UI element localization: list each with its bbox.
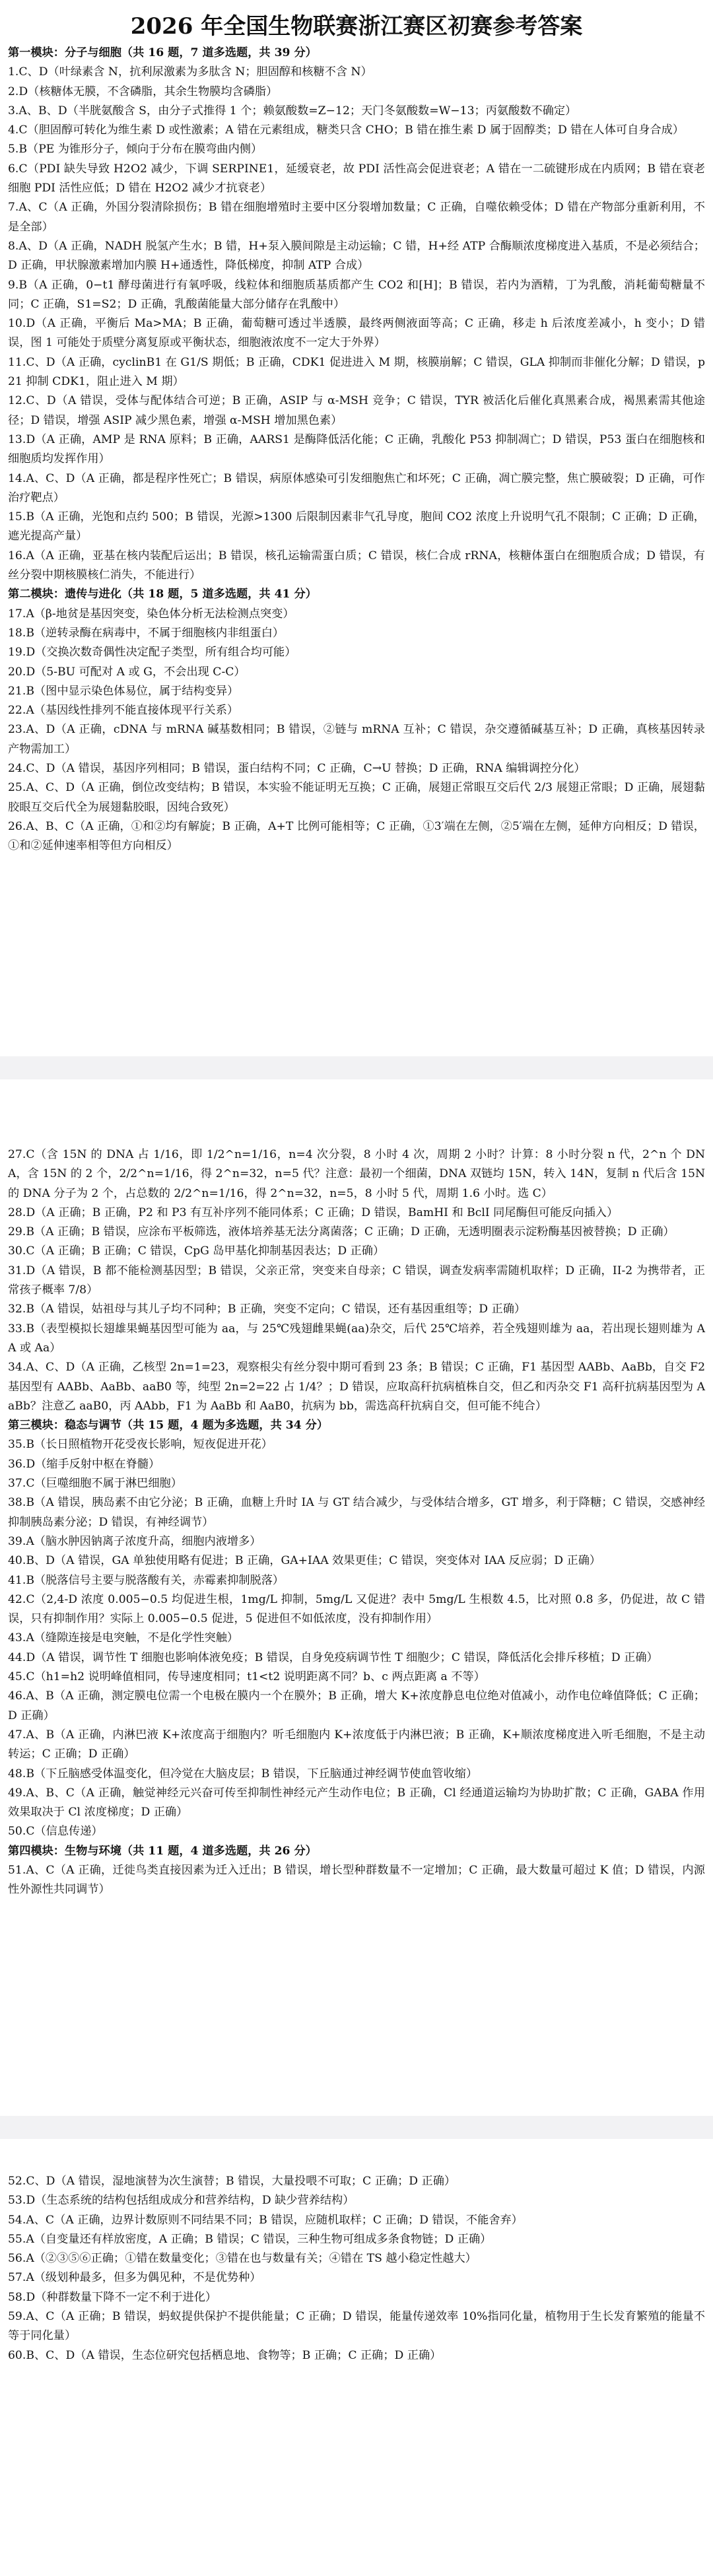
answer-line: 52.C、D（A 错误，湿地演替为次生演替；B 错误，大量投喂不可取；C 正确；D 正确） bbox=[8, 2175, 456, 2188]
answer-line: 14.A、C、D（A 正确，都是程序性死亡；B 错误，病原体感染可引发细胞焦亡和坏死；C 正确，凋亡膜完整，焦亡膜破裂；D 正确，可作治疗靶点） bbox=[8, 471, 705, 504]
answer-line: 3.A、B、D（半胱氨酸含 S，由分子式推得 1 个；赖氨酸数=Z−12；天门冬氨酸数=W−13；丙氨酸数不确定） bbox=[8, 104, 577, 118]
answer-line: 31.D（A 错误，B 都不能检测基因型；B 错误，父亲正常，突变来自母亲；C 错误，调查发病率需随机取样；D 正确，II-2 为携带者，正常孩子概率 7/8） bbox=[8, 1264, 705, 1297]
section-heading: 第一模块：分子与细胞（共 16 题，7 道多选题，共 39 分） bbox=[8, 46, 317, 59]
answer-line: 6.C（PDI 缺失导致 H2O2 减少，下调 SERPINE1，延缓衰老，故 PDI 活性高会促进衰老；A 错在一二硫键形成在内质网；B 错在衰老细胞 PDI 活性应低；D 错在 H2O2 减少才抗衰老） bbox=[8, 162, 705, 195]
answer-line: 57.A（级划种最多，但多为偶见种，不是优势种） bbox=[8, 2271, 261, 2285]
answer-line: 10.D（A 正确，平衡后 Ma>MA；B 正确，葡萄糖可透过半透膜，最终两侧液面等高；C 正确，移走 h 后浓度差减小，h 变小；D 错误，图 1 可能处于质壁分离复原或平衡状态，细胞液浓度不一定大于外界） bbox=[8, 317, 705, 350]
answer-line: 17.A（β-地贫是基因突变，染色体分析无法检测点突变） bbox=[8, 607, 294, 621]
answer-line: 50.C（信息传递） bbox=[8, 1825, 103, 1839]
answer-line: 32.B（A 错误，姑祖母与其儿子均不同种；B 正确，突变不定向；C 错误，还有基因重组等；D 正确） bbox=[8, 1303, 526, 1316]
answer-line: 55.A（自变量还有样放密度，A 正确；B 错误；C 错误，三种生物可组成多条食物链；D 正确） bbox=[8, 2232, 492, 2246]
answer-line: 45.C（h1=h2 说明峰值相同，传导速度相同；t1<t2 说明距离不同？b、c 两点距离 a 不等） bbox=[8, 1670, 485, 1684]
answer-line: 42.C（2,4-D 浓度 0.005−0.5 均促进生根，1mg/L 抑制，5mg/L 又促进？表中 5mg/L 生根数 4.5，比对照 0.8 多，仍促进，故 C 错误，只有抑制作用？实际上 0.005−0.5 促进，5 促进但不如低浓度，没有抑制作用） bbox=[8, 1592, 705, 1626]
document-title: 2026 年全国生物联赛浙江赛区初赛参考答案 bbox=[130, 13, 583, 40]
answer-line: 37.C（巨噬细胞不属于淋巴细胞） bbox=[8, 1477, 182, 1491]
answer-line: 26.A、B、C（A 正确，①和②均有解旋；B 正确，A+T 比例可能相等；C 正确，①3′端在左侧，②5′端在左侧，延伸方向相反；D 错误，①和②延伸速率相等但方向相反） bbox=[8, 819, 705, 853]
answer-line: 13.D（A 正确，AMP 是 RNA 原料；B 正确，AARS1 是酶降低活化能；C 正确，乳酸化 P53 抑制凋亡；D 错误，P53 蛋白在细胞核和细胞质均发挥作用） bbox=[8, 432, 705, 466]
answer-line: 30.C（A 正确；B 正确；C 错误，CpG 岛甲基化抑制基因表达；D 正确） bbox=[8, 1244, 385, 1258]
answer-line: 19.D（交换次数奇偶性决定配子类型，所有组合均可能） bbox=[8, 646, 296, 660]
answer-line: 20.D（5-BU 可配对 A 或 G，不会出现 C-C） bbox=[8, 665, 246, 679]
section-heading: 第三模块：稳态与调节（共 15 题，4 题为多选题，共 34 分） bbox=[8, 1419, 329, 1433]
answer-line: 21.B（图中显示染色体易位，属于结构变异） bbox=[8, 684, 239, 698]
answer-line: 34.A、C、D（A 正确，乙核型 2n=1=23，观察根尖有丝分裂中期可看到 23 条；B 错误；C 正确，F1 基因型 AABb、AaBb，自交 F2 基因型有 AABb、AaBb、aaB0 等，纯型 2n=2=22 占 1/4？；D 错误，应取高秆抗病植株自交，但乙和丙杂交 F1 高秆抗病基因型为 AaBb？注意乙 aaB0，丙 AAbb，F1 为 AaBb 和 AaB0，抗病为 bb，需选高秆抗病自交，但可能不纯合） bbox=[8, 1361, 705, 1413]
answer-line: 44.D（A 错误，调节性 T 细胞也影响体液免疫；B 错误，自身免疫病调节性 T 细胞少；C 错误，降低活化会排斥移植；D 正确） bbox=[8, 1650, 658, 1664]
answer-line: 43.A（缝隙连接是电突触，不是化学性突触） bbox=[8, 1631, 239, 1645]
page-2-body bbox=[8, 1145, 705, 1900]
page-1-body bbox=[8, 44, 705, 856]
answer-line: 23.A、D（A 正确，cDNA 与 mRNA 碱基数相同；B 错误，②链与 mRNA 互补；C 错误，杂交遵循碱基互补；D 正确，真核基因转录产物需加工） bbox=[8, 723, 705, 756]
answer-line: 11.C、D（A 正确，cyclinB1 在 G1/S 期低；B 正确，CDK1 促进进入 M 期，核膜崩解；C 错误，GLA 抑制而非催化分解；D 错误，p21 抑制 CDK1，阻止进入 M 期） bbox=[8, 355, 705, 389]
page-3-body bbox=[8, 2172, 705, 2365]
answer-line: 47.A、B（A 正确，内淋巴液 K+浓度高于细胞内？听毛细胞内 K+浓度低于内淋巴液；B 正确，K+顺浓度梯度进入听毛细胞，不是主动转运；C 正确；D 正确） bbox=[8, 1728, 705, 1761]
answer-line: 9.B（A 正确，0−t1 酵母菌进行有氧呼吸，线粒体和细胞质基质都产生 CO2 和[H]；B 错误，若内为酒精，丁为乳酸，消耗葡萄糖量不同；C 正确，S1=S2；D 正确，乳酸菌能量大部分储存在乳酸中） bbox=[8, 278, 705, 311]
answer-line: 54.A、C（A 正确，边界计数原则不同结果不同；B 错误，应随机取样；C 正确；D 错误，不能舍弃） bbox=[8, 2213, 523, 2227]
answer-line: 35.B（长日照植物开花受夜长影响，短夜促进开花） bbox=[8, 1438, 273, 1452]
answer-line: 27.C（含 15N 的 DNA 占 1/16，即 1/2^n=1/16，n=4 次分裂，8 小时 4 次，周期 2 小时？计算：8 小时分裂 n 代，2^n 个 DNA，含 15N 的 2 个，2/2^n=1/16，得 2^n=32，n=5 代？注意：最初一个细菌，DNA 双链均 15N，转入 14N，复制 n 代后含 15N 的 DNA 分子为 2 个，占总数的 2/2^n=1/16，得 2^n=32，n=5，8 小时 5 代，周期 1.6 小时。选 C） bbox=[8, 1148, 705, 1200]
answer-line: 24.C、D（A 错误，基因序列相同；B 错误，蛋白结构不同；C 正确，C→U 替换；D 正确，RNA 编辑调控分化） bbox=[8, 761, 586, 775]
answer-line: 51.A、C（A 正确，迁徙鸟类直接因素为迁入迁出；B 错误，增长型种群数量不一定增加；C 正确，最大数量可超过 K 值；D 错误，内源性外源性共同调节） bbox=[8, 1863, 705, 1897]
answer-line: 18.B（逆转录酶在病毒中，不属于细胞核内非组蛋白） bbox=[8, 626, 285, 640]
answer-line: 2.D（核糖体无膜，不含磷脂，其余生物膜均含磷脂） bbox=[8, 85, 278, 98]
section-heading: 第四模块：生物与环境（共 11 题，4 道多选题，共 26 分） bbox=[8, 1844, 317, 1858]
answer-line: 60.B、C、D（A 错误，生态位研究包括栖息地、食物等；B 正确；C 正确；D 正确） bbox=[8, 2348, 442, 2362]
answer-line: 46.A、B（A 正确，测定膜电位需一个电极在膜内一个在膜外；B 正确，增大 K+浓度静息电位绝对值减小，动作电位峰值降低；C 正确；D 正确） bbox=[8, 1689, 705, 1722]
answer-line: 5.B（PE 为锥形分子，倾向于分布在膜弯曲内侧） bbox=[8, 143, 263, 156]
section-heading: 第二模块：遗传与进化（共 18 题，5 道多选题，共 41 分） bbox=[8, 588, 317, 601]
answer-line: 16.A（A 正确，亚基在核内装配后运出；B 错误，核孔运输需蛋白质；C 错误，核仁合成 rRNA，核糖体蛋白在细胞质合成；D 错误，有丝分裂中期核膜核仁消失，不能进行） bbox=[8, 549, 705, 582]
answer-line: 40.B、D（A 错误，GA 单独使用略有促进；B 正确，GA+IAA 效果更佳；C 错误，突变体对 IAA 反应弱；D 正确） bbox=[8, 1554, 601, 1568]
answer-line: 29.B（A 正确；B 错误，应涂布平板筛选，液体培养基无法分离菌落；C 正确；D 正确，无透明圈表示淀粉酶基因被替换；D 正确） bbox=[8, 1225, 675, 1239]
answer-line: 33.B（表型模拟长翅雄果蝇基因型可能为 aa，与 25℃残翅雌果蝇(aa)杂交，后代 25℃培养，若全残翅则雄为 aa，若出现长翅则雄为 AA 或 Aa） bbox=[8, 1322, 705, 1355]
answer-line: 36.D（缩手反射中枢在脊髓） bbox=[8, 1457, 160, 1471]
answer-line: 15.B（A 正确，光饱和点约 500；B 错误，光源>1300 后限制因素非气孔导度，胞间 CO2 浓度上升说明气孔不限制；C 正确；D 正确，遮光提高产量） bbox=[8, 510, 705, 543]
answer-line: 8.A、D（A 正确，NADH 脱氢产生水；B 错，H+泵入膜间隙是主动运输；C 错，H+经 ATP 合酶顺浓度梯度进入基质，不是必须结合；D 正确，甲状腺激素增加内膜 H+通透性，降低梯度，抑制 ATP 合成） bbox=[8, 239, 705, 273]
answer-line: 41.B（脱落信号主要与脱落酸有关，赤霉素抑制脱落） bbox=[8, 1573, 285, 1587]
page-1 bbox=[0, 0, 713, 1056]
answer-line: 1.C、D（叶绿素含 N，抗利尿激素为多肽含 N；胆固醇和核糖不含 N） bbox=[8, 65, 372, 79]
answer-line: 7.A、C（A 正确，外国分裂清除损伤；B 错在细胞增殖时主要中区分裂增加数量；C 正确，自噬依赖受体；D 错在产物部分重新利用，不是全部） bbox=[8, 201, 705, 234]
answer-line: 53.D（生态系统的结构包括组成成分和营养结构，D 缺少营养结构） bbox=[8, 2194, 355, 2208]
answer-line: 56.A（②③⑤⑥正确；①错在数量变化；③错在也与数量有关；④错在 TS 越小稳定性越大） bbox=[8, 2252, 477, 2266]
answer-line: 58.D（种群数量下降不一定不利于进化） bbox=[8, 2290, 217, 2304]
answer-line: 28.D（A 正确；B 正确，P2 和 P3 有互补序列不能同体系；C 正确；D 错误，BamHI 和 BclI 同尾酶但可能反向插入） bbox=[8, 1205, 619, 1219]
answer-line: 48.B（下丘脑感受体温变化，但冷觉在大脑皮层；B 错误，下丘脑通过神经调节使血管收缩） bbox=[8, 1767, 478, 1780]
answer-line: 4.C（胆固醇可转化为维生素 D 或性激素；A 错在元素组成，糖类只含 CHO；B 错在推生素 D 属于固醇类；D 错在人体可自身合成） bbox=[8, 123, 685, 137]
page-3 bbox=[0, 2139, 713, 2576]
answer-line: 12.C、D（A 错误，受体与配体结合可逆；B 正确，ASIP 与 α-MSH 竞争；C 错误，TYR 被活化后催化真黑素合成，褐黑素需其他途径；D 错误，增强 ASIP 减少黑色素，增强 α-MSH 增加黑色素） bbox=[8, 394, 705, 427]
answer-line: 22.A（基因线性排列不能直接体现平行关系） bbox=[8, 704, 239, 718]
answer-line: 39.A（脑水肿因钠离子浓度升高，细胞内液增多） bbox=[8, 1534, 261, 1548]
answer-line: 59.A、C（A 正确；B 错误，蚂蚁提供保护不提供能量；C 正确；D 错误，能量传递效率 10%指同化量，植物用于生长发育繁殖的能量不等于同化量） bbox=[8, 2310, 705, 2343]
answer-line: 38.B（A 错误，胰岛素不由它分泌；B 正确，血糖上升时 IA 与 GT 结合减少，与受体结合增多，GT 增多，利于降糖；C 错误，交感神经抑制胰岛素分泌；D 错误，有神经调节） bbox=[8, 1496, 705, 1529]
answer-line: 49.A、B、C（A 正确，触觉神经元兴奋可传至抑制性神经元产生动作电位；B 正确，Cl 经通道运输均为协助扩散；C 正确，GABA 作用效果取决于 Cl 浓度梯度；D 正确） bbox=[8, 1786, 705, 1819]
page-2 bbox=[0, 1079, 713, 2116]
answer-line: 25.A、C、D（A 正确，倒位改变结构；B 错误，本实验不能证明无互换；C 正确，展翅正常眼互交后代 2/3 展翅正常眼；D 正确，展翅黏胶眼互交后代全为展翅黏胶眼，因纯合致死） bbox=[8, 781, 705, 814]
